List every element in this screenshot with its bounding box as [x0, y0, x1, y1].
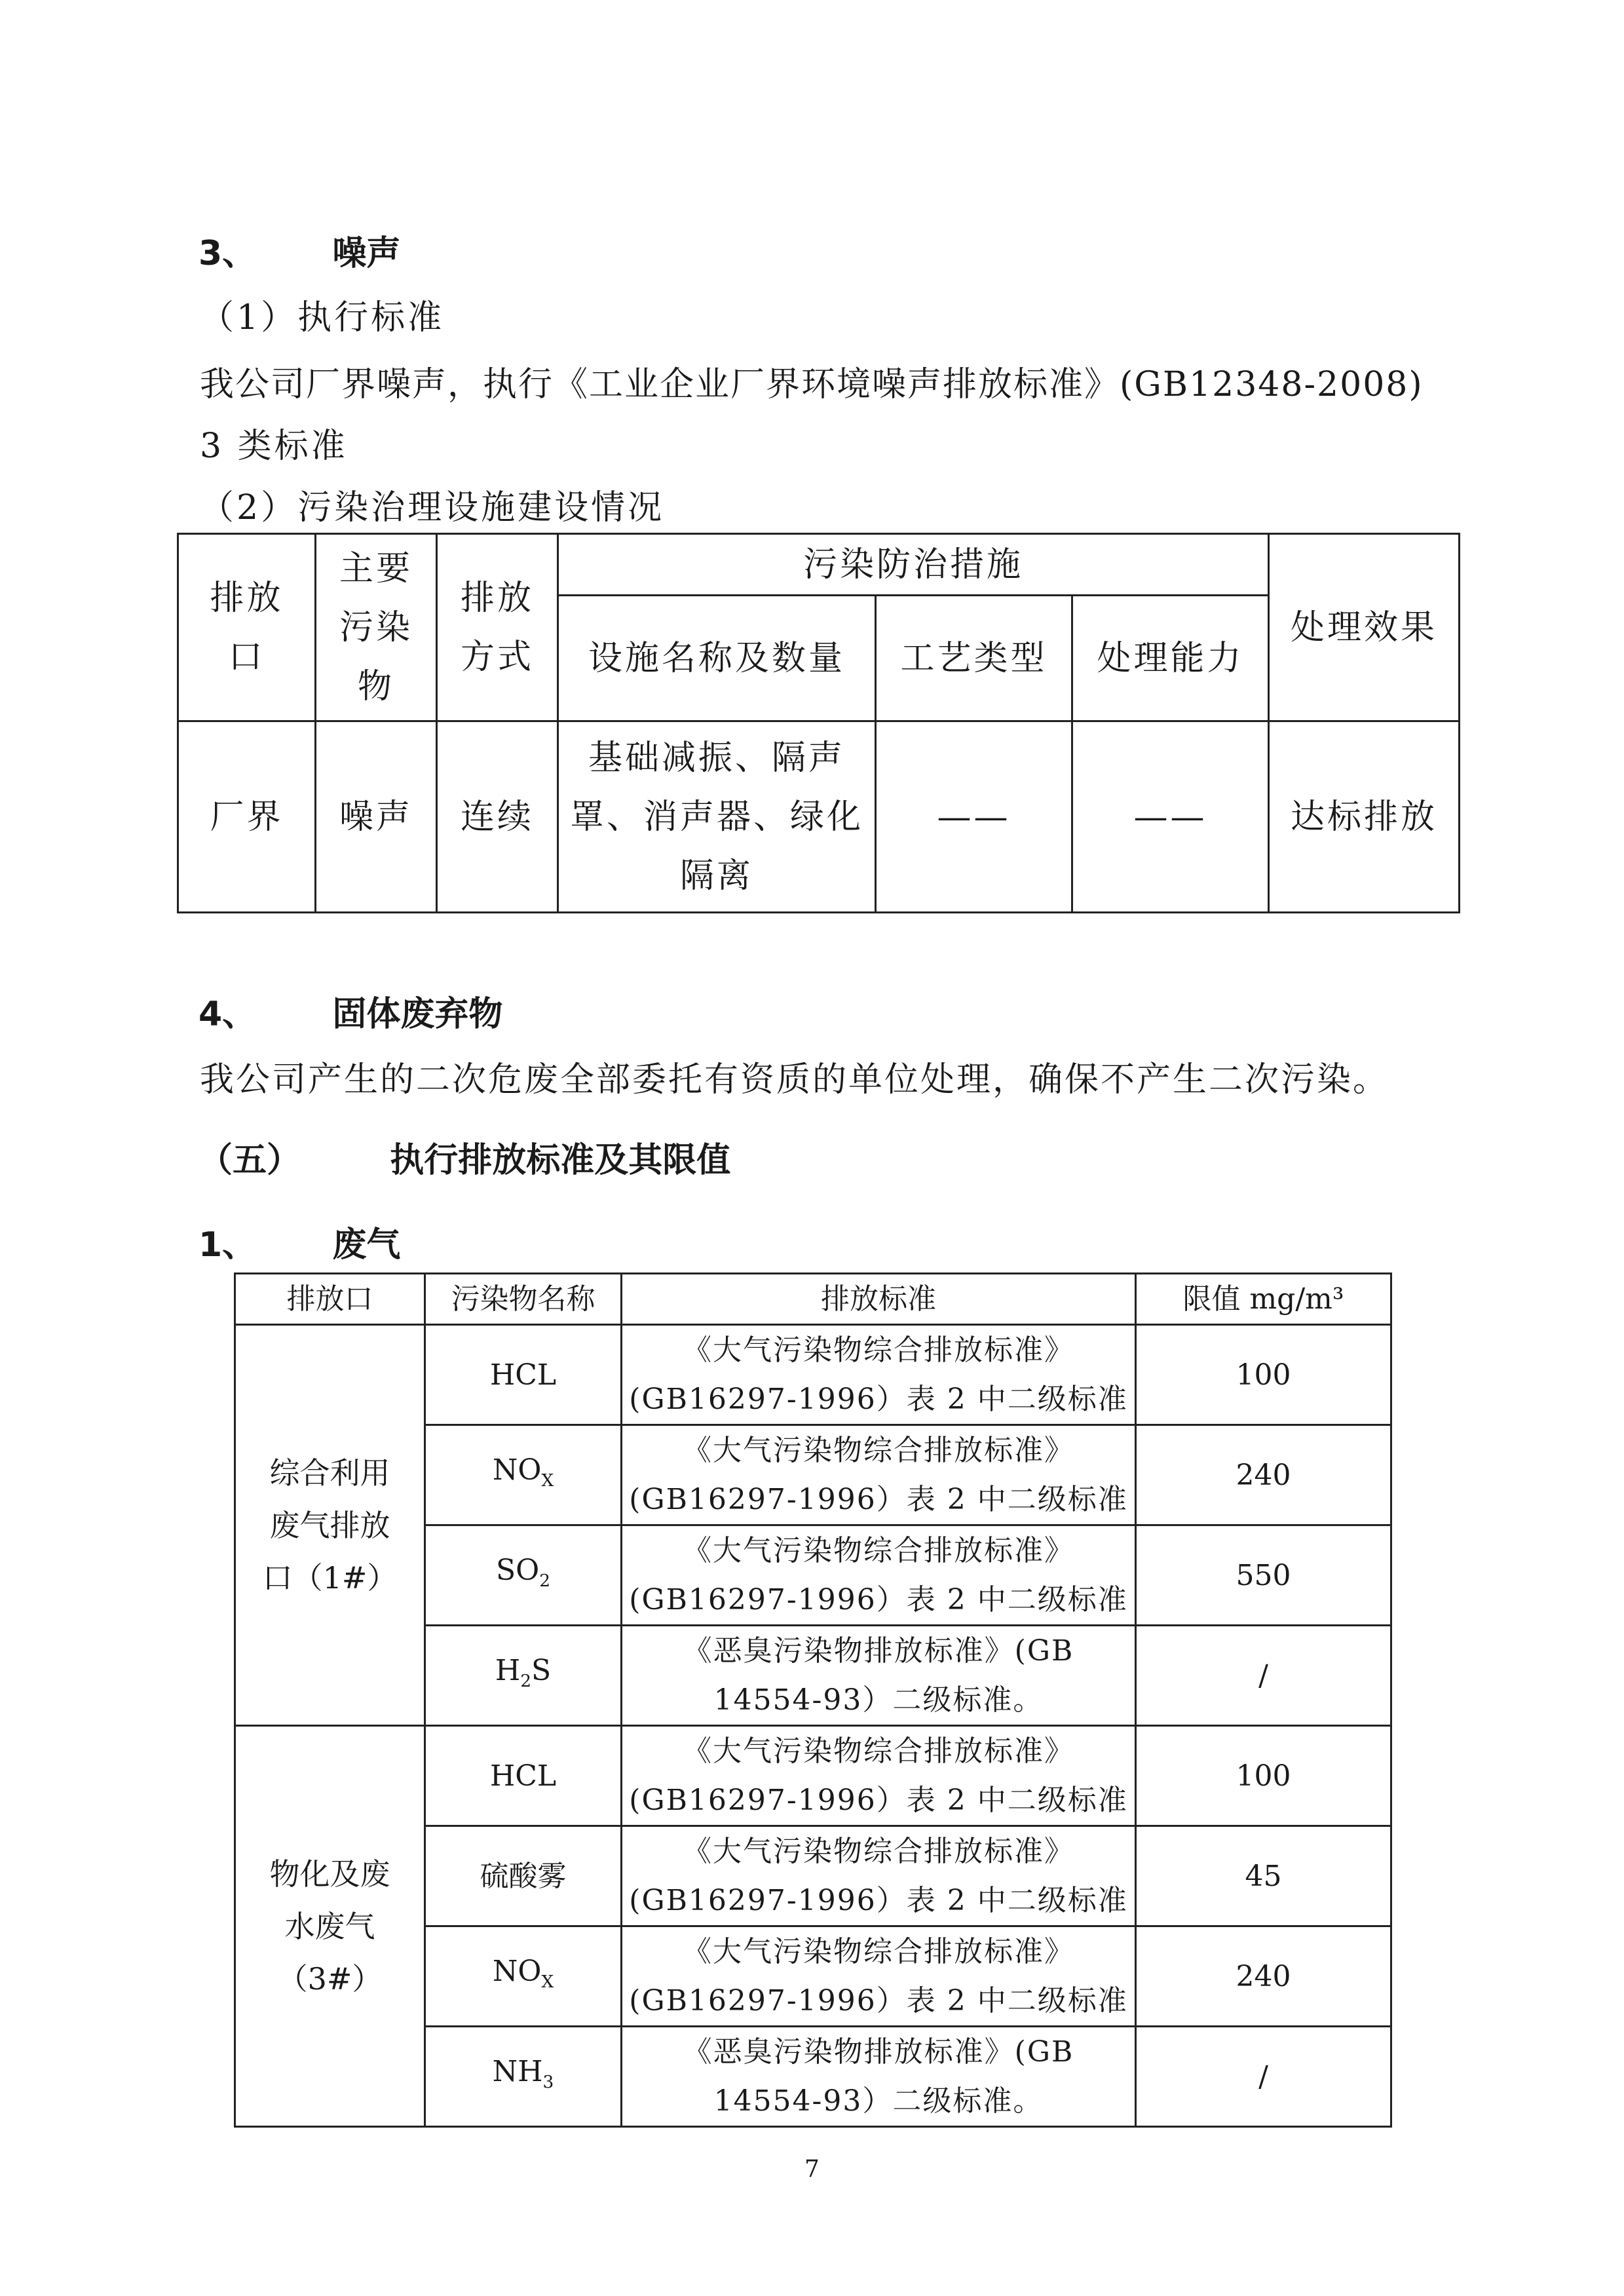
header-pollutant: 主要 污染 物: [316, 534, 437, 721]
cell-pollutant: $NH_3$: [425, 2027, 622, 2127]
cell-standard: 《大气污染物综合排放标准》 (GB16297-1996）表 2 中二级标准: [622, 1425, 1136, 1525]
section-gas-heading: [198, 1217, 400, 1266]
cell-limit: 240: [1136, 1425, 1391, 1525]
cell-pollutant: 硫酸雾: [425, 1826, 622, 1926]
cell-standard: 《大气污染物综合排放标准》 (GB16297-1996）表 2 中二级标准: [622, 1726, 1136, 1826]
header-outlet: 排放口: [235, 1274, 425, 1325]
table-row: [235, 1726, 1391, 1826]
cell-pollutant: $H_2S$: [425, 1626, 622, 1726]
cell-standard: 《大气污染物综合排放标准》 (GB16297-1996）表 2 中二级标准: [622, 1325, 1136, 1425]
section-noise-heading: [198, 225, 400, 275]
noise-facility-table: [177, 533, 1460, 913]
table-row: [235, 1325, 1391, 1425]
cell-pollutant: $SO_2$: [425, 1525, 622, 1626]
cell-limit: 100: [1136, 1726, 1391, 1826]
heading-text: 固体废弃物: [332, 995, 503, 1034]
cell-outlet: 厂界: [178, 721, 316, 913]
noise-paragraph-line-1: 我公司厂界噪声，执行《工业企业厂界环境噪声排放标准》(GB12348-2008): [200, 365, 1424, 404]
cell-pollutant: $NO_X$: [425, 1425, 622, 1525]
cell-outlet: 综合利用 废气排放 口（1#）: [235, 1325, 425, 1726]
cell-effect: 达标排放: [1269, 721, 1460, 913]
cell-capacity: ——: [1072, 721, 1269, 913]
header-limit: 限值 mg/m³: [1136, 1274, 1391, 1325]
heading-number: （五）: [198, 1141, 301, 1180]
header-effect: 处理效果: [1269, 534, 1460, 721]
cell-limit: 550: [1136, 1525, 1391, 1626]
cell-limit: /: [1136, 1626, 1391, 1726]
cell-pollutant: $NO_X$: [425, 1926, 622, 2027]
cell-standard: 《大气污染物综合排放标准》 (GB16297-1996）表 2 中二级标准: [622, 1826, 1136, 1926]
cell-facility: 基础减振、隔声 罩、消声器、绿化 隔离: [558, 721, 876, 913]
noise-sub-heading-2: （2）污染治理设施建设情况: [200, 488, 665, 527]
cell-limit: 240: [1136, 1926, 1391, 2027]
cell-outlet: 物化及废 水废气 （3#）: [235, 1726, 425, 2127]
section-solid-heading: [198, 986, 502, 1035]
solid-paragraph: 我公司产生的二次危废全部委托有资质的单位处理，确保不产生二次污染。: [200, 1060, 1389, 1100]
header-facility: 设施名称及数量: [558, 596, 876, 721]
header-standard: 排放标准: [622, 1274, 1136, 1325]
gas-standards-table: [234, 1272, 1392, 2128]
heading-number: 3、: [198, 234, 257, 273]
cell-standard: 《恶臭污染物排放标准》(GB 14554-93）二级标准。: [622, 2027, 1136, 2127]
heading-text: 废气: [332, 1225, 401, 1265]
header-method: 排放 方式: [437, 534, 558, 721]
page-number: 7: [804, 2156, 820, 2183]
cell-standard: 《大气污染物综合排放标准》 (GB16297-1996）表 2 中二级标准: [622, 1926, 1136, 2027]
heading-text: 噪声: [332, 234, 401, 273]
header-measures: 污染防治措施: [558, 534, 1269, 596]
cell-process: ——: [876, 721, 1072, 913]
cell-method: 连续: [437, 721, 558, 913]
cell-standard: 《恶臭污染物排放标准》(GB 14554-93）二级标准。: [622, 1626, 1136, 1726]
table-row: [178, 721, 1460, 913]
cell-pollutant: HCL: [425, 1325, 622, 1425]
cell-pollutant: HCL: [425, 1726, 622, 1826]
noise-sub-heading-1: （1）执行标准: [200, 298, 445, 337]
heading-text: 执行排放标准及其限值: [390, 1141, 731, 1180]
header-capacity: 处理能力: [1072, 596, 1269, 721]
cell-limit: 100: [1136, 1325, 1391, 1425]
cell-pollutant: 噪声: [316, 721, 437, 913]
header-process: 工艺类型: [876, 596, 1072, 721]
cell-limit: /: [1136, 2027, 1391, 2127]
cell-standard: 《大气污染物综合排放标准》 (GB16297-1996）表 2 中二级标准: [622, 1525, 1136, 1626]
cell-limit: 45: [1136, 1826, 1391, 1926]
header-pollutant: 污染物名称: [425, 1274, 622, 1325]
noise-paragraph-line-2: 3 类标准: [200, 427, 348, 466]
section-standards-heading: [198, 1132, 730, 1181]
heading-number: 4、: [198, 995, 257, 1034]
header-outlet: 排放 口: [178, 534, 316, 721]
heading-number: 1、: [198, 1225, 257, 1265]
